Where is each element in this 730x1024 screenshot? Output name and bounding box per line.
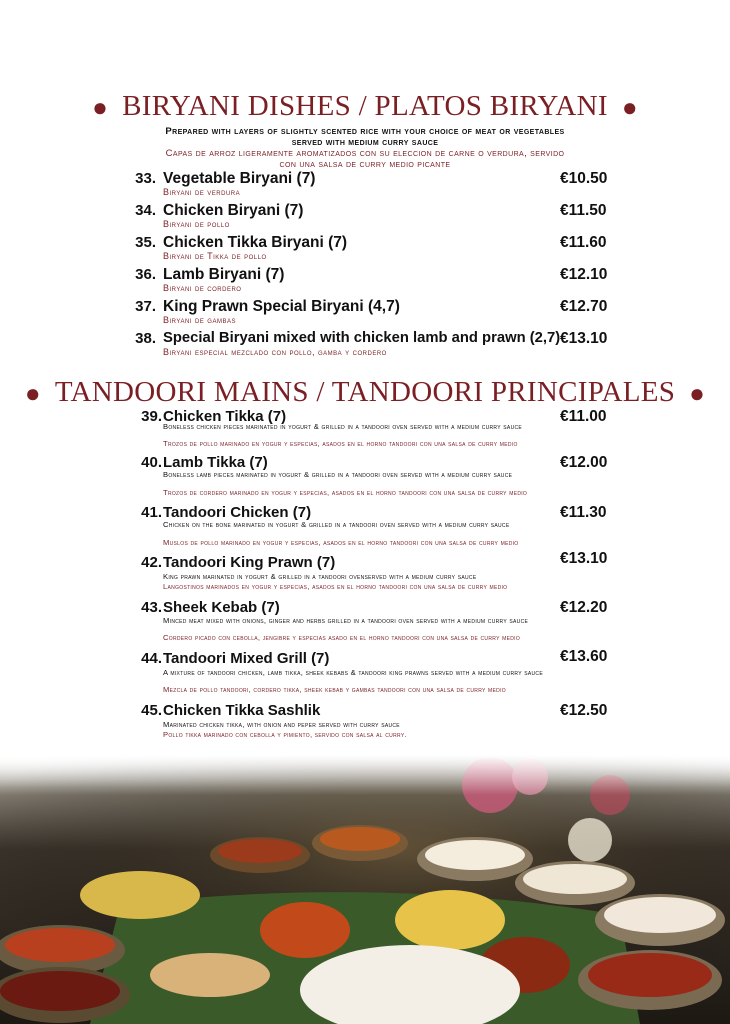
- item-description-es: Mezcla de pollo tandoori, cordero tikka, sheek kebab y gambas tandoori con una salsa de curry medio: [163, 685, 506, 694]
- item-subtitle: Biryani de Tikka de pollo: [163, 251, 267, 261]
- item-description-en: Boneless chicken pieces marinated in yogurt & grilled in a tandoori oven served with a medium curry sauce: [163, 422, 523, 431]
- tandoori-section-title: [0, 376, 730, 409]
- item-price: €12.10: [560, 266, 608, 283]
- item-price: €11.00: [560, 408, 607, 425]
- item-number: 44.: [141, 650, 162, 667]
- biryani-intro-en-1: Prepared with layers of slightly scented rice with your choice of meat or vegetables: [165, 126, 565, 137]
- item-number: 35.: [135, 234, 156, 251]
- item-description-es: Trozos de cordero marinado en yogur y especias, asados en el horno tandoori con una salsa de curry medio: [163, 488, 528, 497]
- bullet-dot-icon: ●: [689, 379, 706, 409]
- item-name: Tandoori King Prawn (7): [163, 554, 336, 571]
- item-number: 43.: [141, 599, 162, 616]
- item-description-es: Trozos de pollo marinado en yogur y especias, asados en el horno tandoori con una salsa de curry medio: [163, 439, 518, 448]
- item-name: King Prawn Special Biryani (4,7): [163, 298, 400, 315]
- biryani-intro: [80, 126, 650, 170]
- item-description-es: Langostinos marinados en yogur y especias, asados en el horno tandoori con una salsa de curry medio: [163, 582, 508, 591]
- biryani-title-text: BIRYANI DISHES / PLATOS BIRYANI: [122, 90, 608, 122]
- item-description-es: Pollo tikka marinado con cebolla y pimiento, servido con salsa al curry.: [163, 730, 407, 739]
- item-name: Lamb Tikka (7): [163, 454, 268, 471]
- biryani-intro-en-2: served with medium curry sauce: [291, 137, 439, 148]
- bullet-dot-icon: ●: [24, 379, 41, 409]
- item-price: €13.60: [560, 648, 608, 665]
- item-name: Special Biryani mixed with chicken lamb and prawn (2,7): [163, 330, 561, 346]
- item-price: €11.60: [560, 234, 607, 251]
- bullet-dot-icon: ●: [92, 93, 109, 123]
- item-name: Sheek Kebab (7): [163, 599, 280, 616]
- item-price: €12.50: [560, 702, 608, 719]
- item-number: 33.: [135, 170, 156, 187]
- item-name: Lamb Biryani (7): [163, 266, 285, 283]
- item-subtitle: Biryani de verdura: [163, 187, 241, 197]
- item-description-en: A mixture of tandoori chicken, lamb tikka, sheek kebabs & tandoori king prawns served with a medium curry sauce: [163, 668, 543, 677]
- food-photo: [0, 755, 730, 1024]
- item-price: €12.00: [560, 454, 608, 471]
- item-name: Tandoori Mixed Grill (7): [163, 650, 330, 667]
- item-description-en: Minced meat mixed with onions, ginger and herbs grilled in a tandoori oven served with a medium curry sauce: [163, 616, 529, 625]
- item-description-es: Cordero picado con cebolla, jengibre y especias asado en el horno tandoori con una salsa de curry medio: [163, 633, 521, 642]
- item-description-es: Muslos de pollo marinado en yogur y especias, asados en el horno tandoori con una salsa de curry medio: [163, 538, 519, 547]
- biryani-intro-es-2: con una salsa de curry medio picante: [279, 159, 451, 170]
- item-subtitle: Biryani especial mezclado con pollo, gamba y cordero: [163, 347, 387, 357]
- item-name: Chicken Tikka (7): [163, 408, 287, 425]
- item-name: Chicken Biryani (7): [163, 202, 304, 219]
- item-price: €12.70: [560, 298, 608, 315]
- item-number: 42.: [141, 554, 162, 571]
- food-photo-illustration: [0, 755, 730, 1024]
- item-number: 34.: [135, 202, 156, 219]
- bullet-dot-icon: ●: [621, 93, 638, 123]
- item-number: 38.: [135, 330, 156, 347]
- biryani-intro-es-1: Capas de arroz ligeramente aromatizados con su eleccion de carne o verdura, servido: [165, 148, 565, 159]
- item-name: Vegetable Biryani (7): [163, 170, 316, 187]
- item-name: Chicken Tikka Sashlik: [163, 702, 321, 719]
- item-price: €10.50: [560, 170, 608, 187]
- item-price: €12.20: [560, 599, 608, 616]
- item-price: €13.10: [560, 330, 608, 347]
- item-subtitle: Biryani de cordero: [163, 283, 242, 293]
- item-price: €13.10: [560, 550, 608, 567]
- item-description-en: Marinated chicken tikka, with onion and peper served with curry sauce: [163, 720, 400, 729]
- item-name: Tandoori Chicken (7): [163, 504, 312, 521]
- item-number: 45.: [141, 702, 162, 719]
- item-subtitle: Biryani de gambas: [163, 315, 236, 325]
- item-description-en: King prawn marinated in yogurt & grilled in a tandoori ovenserved with a medium curry sauce: [163, 572, 477, 581]
- item-number: 36.: [135, 266, 156, 283]
- item-number: 40.: [141, 454, 162, 471]
- item-description-en: Boneless lamb pieces marinated in yogurt & grilled in a tandoori oven served with a medium curry sauce: [163, 470, 513, 479]
- item-price: €11.30: [560, 504, 607, 521]
- item-subtitle: Biryani de pollo: [163, 219, 230, 229]
- item-description-en: Chicken on the bone marinated in yogurt & grilled in a tandoori oven served with a medium curry sauce: [163, 520, 510, 529]
- item-number: 39.: [141, 408, 162, 425]
- biryani-section-title: [0, 90, 730, 123]
- item-price: €11.50: [560, 202, 607, 219]
- tandoori-title-text: TANDOORI MAINS / TANDOORI PRINCIPALES: [54, 376, 676, 408]
- item-number: 41.: [141, 504, 162, 521]
- item-number: 37.: [135, 298, 156, 315]
- item-name: Chicken Tikka Biryani (7): [163, 234, 348, 251]
